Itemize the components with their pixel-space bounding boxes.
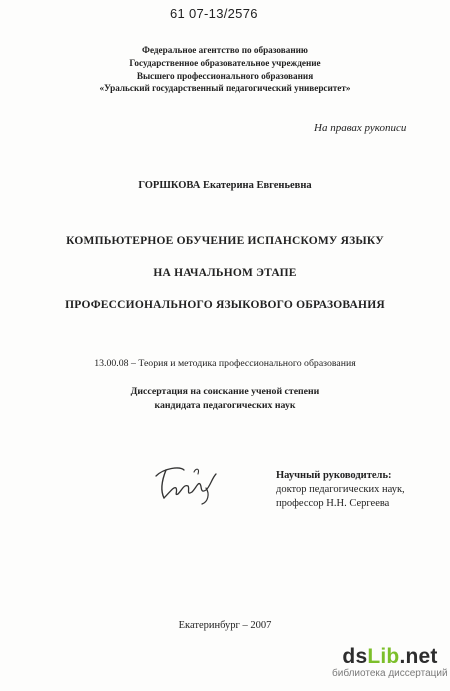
city-year: Екатеринбург – 2007 xyxy=(178,620,272,631)
institution-line: Государственное образовательное учреждение xyxy=(129,57,321,68)
logo-part-net: .net xyxy=(399,645,438,668)
supervisor-name: профессор Н.Н. Сергеева xyxy=(276,498,390,509)
degree-block xyxy=(0,385,450,412)
specialty-code: 13.00.08 – Теория и методика профессионального образования xyxy=(94,358,356,369)
author-name: ГОРШКОВА Екатерина Евгеньевна xyxy=(138,180,312,191)
institution-line: «Уральский государственный педагогический университет» xyxy=(99,83,351,94)
dissertation-title-line-3: ПРОФЕССИОНАЛЬНОГО ЯЗЫКОВОГО ОБРАЗОВАНИЯ xyxy=(65,299,385,311)
supervisor-block xyxy=(276,469,405,511)
manuscript-rights-note: На правах рукописи xyxy=(314,122,407,134)
institution-line: Федеральное агентство по образованию xyxy=(142,45,308,55)
dslib-logo xyxy=(340,646,440,668)
supervisor-heading: Научный руководитель: xyxy=(276,470,392,481)
dslib-caption: библиотека диссертаций xyxy=(332,668,448,679)
degree-line: Диссертация на соискание ученой степени xyxy=(130,386,320,397)
archive-stamp-number: 61 07-13/2576 xyxy=(170,6,258,21)
degree-line: кандидата педагогических наук xyxy=(154,399,296,411)
logo-part-ds: ds xyxy=(342,645,368,668)
dslib-watermark[interactable] xyxy=(332,645,448,680)
logo-part-lib: Lib xyxy=(367,645,400,668)
supervisor-degree: доктор педагогических наук, xyxy=(276,484,405,495)
dissertation-title-line-1: КОМПЬЮТЕРНОЕ ОБУЧЕНИЕ ИСПАНСКОМУ ЯЗЫКУ xyxy=(66,235,384,247)
institution-block xyxy=(0,44,450,95)
institution-line: Высшего профессионального образования xyxy=(136,70,314,81)
dissertation-title-line-2: НА НАЧАЛЬНОМ ЭТАПЕ xyxy=(153,267,297,279)
handwritten-signature-icon xyxy=(150,458,230,508)
